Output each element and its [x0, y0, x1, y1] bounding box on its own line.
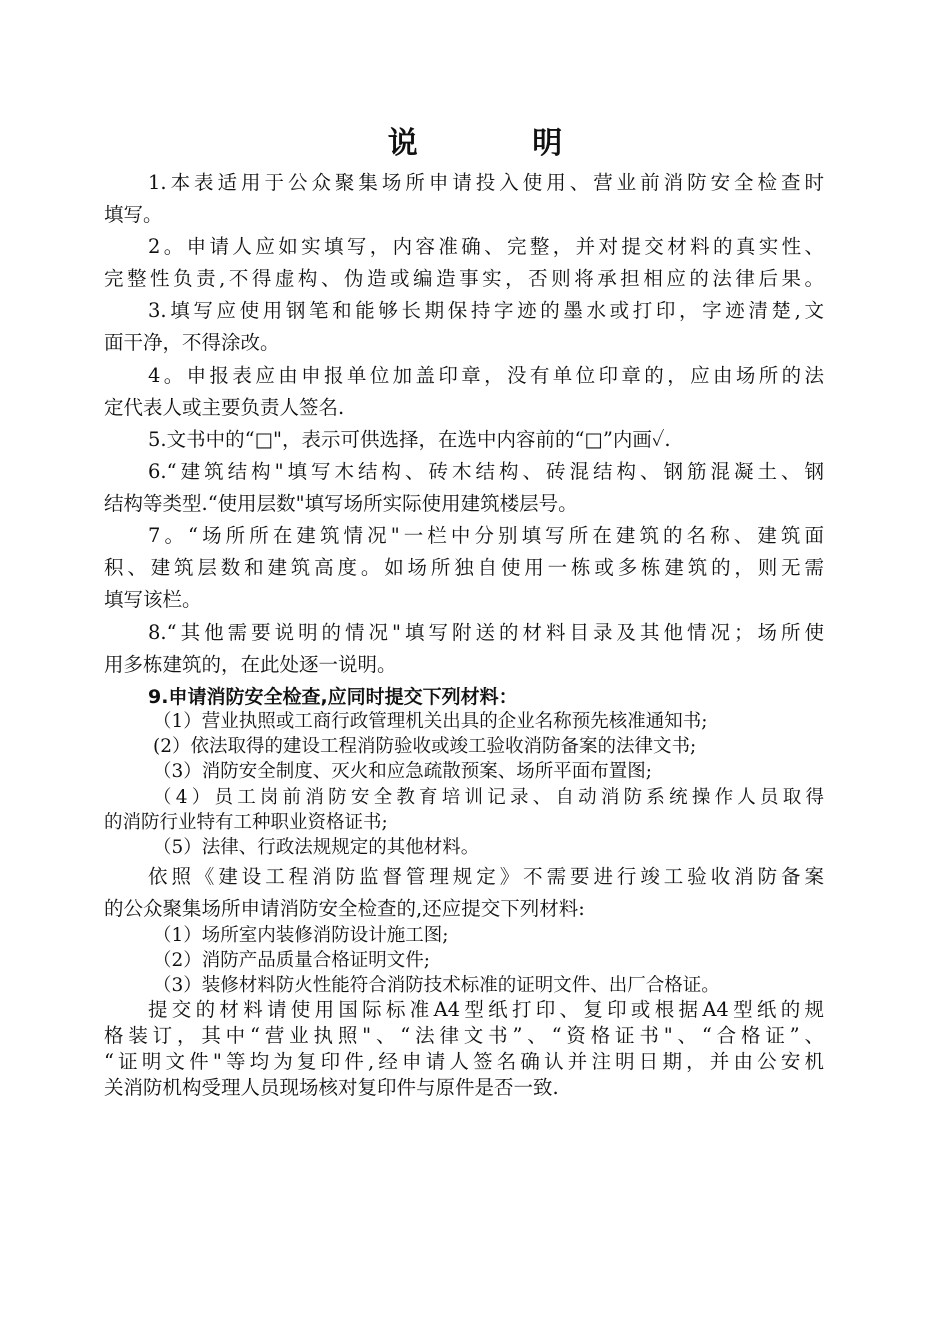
text-line: 完整性负责,不得虚构、伪造或编造事实，否则将承担相应的法律后果。: [104, 267, 824, 290]
text-line: 填写该栏。: [104, 588, 202, 611]
text-line: 关消防机构受理人员现场核对复印件与原件是否一致.: [104, 1076, 559, 1099]
section-heading: 9.申请消防安全检查,应同时提交下列材料：: [148, 686, 518, 708]
text-line: 用多栋建筑的，在此处逐一说明。: [104, 653, 397, 676]
list-item: （1）营业执照或工商行政管理机关出具的企业名称预先核准通知书;: [153, 711, 708, 732]
list-item: （5）法律、行政法规规定的其他材料。: [153, 837, 480, 858]
list-item: （2）消防产品质量合格证明文件;: [153, 950, 431, 971]
text-line: 5.文书中的“□"，表示可供选择，在选中内容前的“□”内画✓.: [148, 428, 671, 451]
text-line: 结构等类型.“使用层数"填写场所实际使用建筑楼层号。: [104, 492, 578, 515]
list-item: (2）依法取得的建设工程消防验收或竣工验收消防备案的法律文书;: [153, 736, 697, 757]
list-item: （3）装修材料防火性能符合消防技术标准的证明文件、出厂合格证。: [153, 975, 720, 996]
text-line: 填写。: [104, 203, 163, 226]
text-line: 积、建筑层数和建筑高度。如场所独自使用一栋或多栋建筑的，则无需: [104, 556, 824, 579]
list-item: （1）场所室内装修消防设计施工图;: [153, 925, 449, 946]
text-line: 2。申请人应如实填写，内容准确、完整，并对提交材料的真实性、: [148, 235, 824, 258]
text-line: 提交的材料请使用国际标准A4型纸打印、复印或根据A4型纸的规: [148, 998, 824, 1021]
text-line: 4。申报表应由申报单位加盖印章，没有单位印章的，应由场所的法: [148, 364, 824, 387]
text-line: 3.填写应使用钢笔和能够长期保持字迹的墨水或打印，字迹清楚,文: [148, 299, 824, 322]
text-line: “证明文件"等均为复印件,经申请人签名确认并注明日期，并由公安机: [104, 1050, 824, 1073]
list-item: （3）消防安全制度、灭火和应急疏散预案、场所平面布置图;: [153, 761, 653, 782]
text-line: 1.本表适用于公众聚集场所申请投入使用、营业前消防安全检查时: [148, 171, 824, 194]
text-line: 的消防行业特有工种职业资格证书;: [104, 812, 388, 833]
text-line: 面干净，不得涂改。: [104, 331, 280, 354]
text-line: 8.“其他需要说明的情况"填写附送的材料目录及其他情况；场所使: [148, 621, 824, 644]
text-line: 6.“建筑结构"填写木结构、砖木结构、砖混结构、钢筋混凝土、钢: [148, 460, 824, 483]
text-line: 格装订，其中“营业执照"、“法律文书”、“资格证书"、“合格证”、: [104, 1024, 824, 1047]
text-line: 依照《建设工程消防监督管理规定》不需要进行竣工验收消防备案: [148, 865, 824, 888]
list-item: （4）员工岗前消防安全教育培训记录、自动消防系统操作人员取得: [153, 787, 824, 808]
page-title: 说 明: [387, 126, 615, 161]
text-line: 7。“场所所在建筑情况"一栏中分别填写所在建筑的名称、建筑面: [148, 524, 824, 547]
text-line: 定代表人或主要负责人签名.: [104, 396, 345, 419]
text-line: 的公众聚集场所申请消防安全检查的,还应提交下列材料:: [104, 897, 585, 920]
